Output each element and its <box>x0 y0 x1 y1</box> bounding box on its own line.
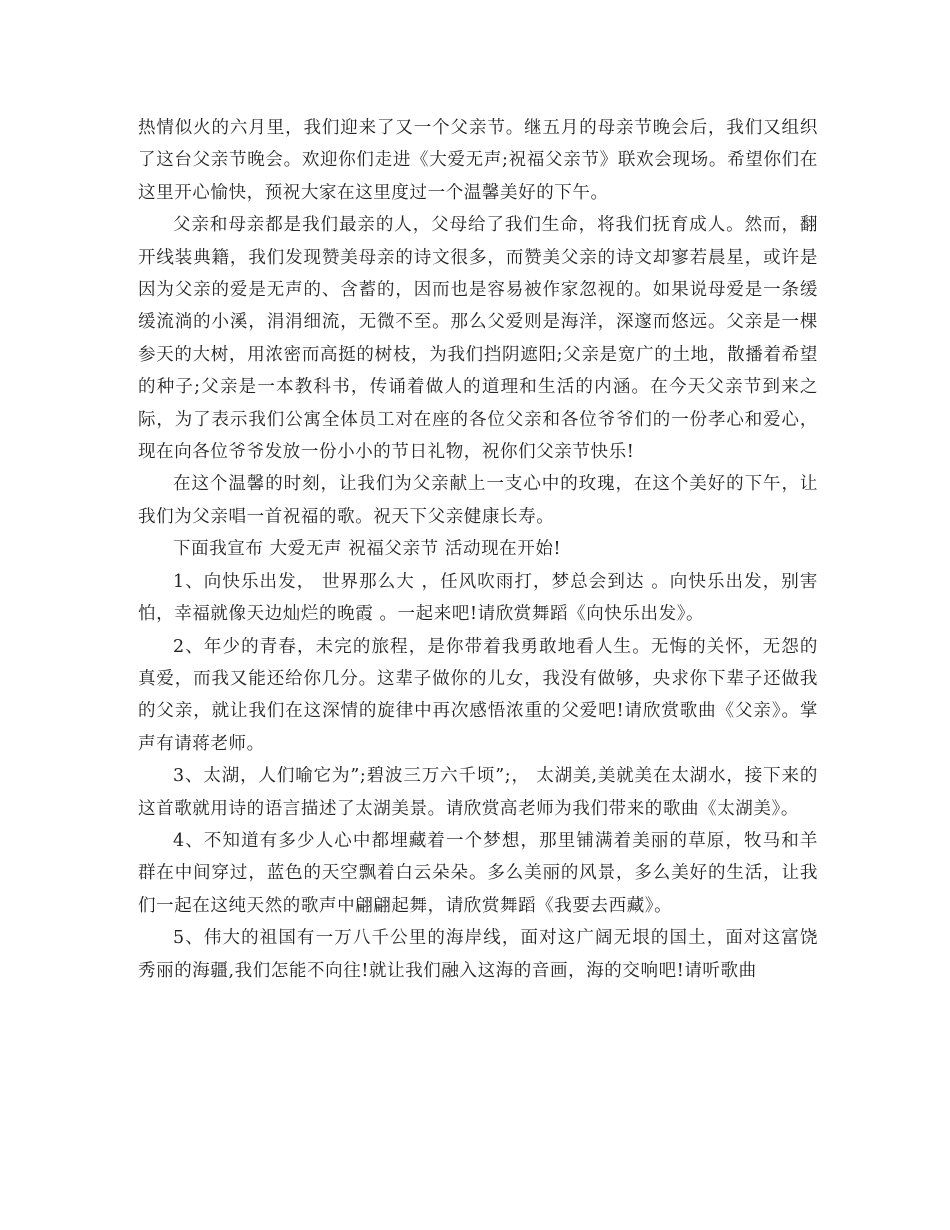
paragraph-item-2: 2、年少的青春，未完的旅程，是你带着我勇敢地看人生。无悔的关怀，无怨的真爱，而我又能还给你几分。这辈子做你的儿女，我没有做够，央求你下辈子还做我的父亲，就让我们在这深情的旋律中再次感悟浓重的父爱吧!请欣赏歌曲《父亲》。掌声有请蒋老师。 <box>138 636 818 754</box>
document-body <box>138 112 818 987</box>
paragraph-announcement: 下面我宣布 大爱无声 祝福父亲节 活动现在开始! <box>173 539 562 560</box>
paragraph-rose: 在这个温馨的时刻，让我们为父亲献上一支心中的玫瑰，在这个美好的下午，让我们为父亲唱一首祝福的歌。祝天下父亲健康长寿。 <box>138 474 818 527</box>
paragraph-item-1: 1、向快乐出发， 世界那么大 ，任风吹雨打，梦总会到达 。向快乐出发，别害怕，幸福就像天边灿烂的晚霞 。一起来吧!请欣赏舞蹈《向快乐出发》。 <box>138 571 818 625</box>
paragraph-item-3: 3、太湖，人们喻它为”;碧波三万六千顷”;， 太湖美,美就美在太湖水，接下来的这首歌就用诗的语言描述了太湖美景。请欣赏高老师为我们带来的歌曲《太湖美》。 <box>138 766 818 819</box>
paragraph-opening: 热情似火的六月里，我们迎来了又一个父亲节。继五月的母亲节晚会后，我们又组织了这台父亲节晚会。欢迎你们走进《大爱无声;祝福父亲节》联欢会现场。希望你们在这里开心愉快，预祝大家在这里度过一个温馨美好的下午。 <box>138 118 818 203</box>
paragraph-item-4: 4、不知道有多少人心中都埋藏着一个梦想，那里铺满着美丽的草原，牧马和羊群在中间穿过，蓝色的天空飘着白云朵朵。多么美丽的风景，多么美好的生活，让我们一起在这纯天然的歌声中翩翩起舞，请欣赏舞蹈《我要去西藏》。 <box>138 830 818 916</box>
paragraph-father-mother: 父亲和母亲都是我们最亲的人，父母给了我们生命，将我们抚育成人。然而，翻开线装典籍，我们发现赞美母亲的诗文很多，而赞美父亲的诗文却寥若晨星，或许是因为父亲的爱是无声的、含蓄的，因而也是容易被作家忽视的。如果说母爱是一条缓缓流淌的小溪，涓涓细流，无微不至。那么父爱则是海洋，深邃而悠远。父亲是一棵参天的大树，用浓密而高挺的树枝，为我们挡阴遮阳;父亲是宽广的土地，散播着希望的种子;父亲是一本教科书，传诵着做人的道理和生活的内涵。在今天父亲节到来之际，为了表示我们公寓全体员工对在座的各位父亲和各位爷爷们的一份孝心和爱心，现在向各位爷爷发放一份小小的节日礼物，祝你们父亲节快乐! <box>138 215 818 463</box>
paragraph-item-5: 5、伟大的祖国有一万八千公里的海岸线，面对这广阔无垠的国土，面对这富饶秀丽的海疆,我们怎能不向往!就让我们融入这海的音画，海的交响吧!请听歌曲 <box>138 928 818 981</box>
